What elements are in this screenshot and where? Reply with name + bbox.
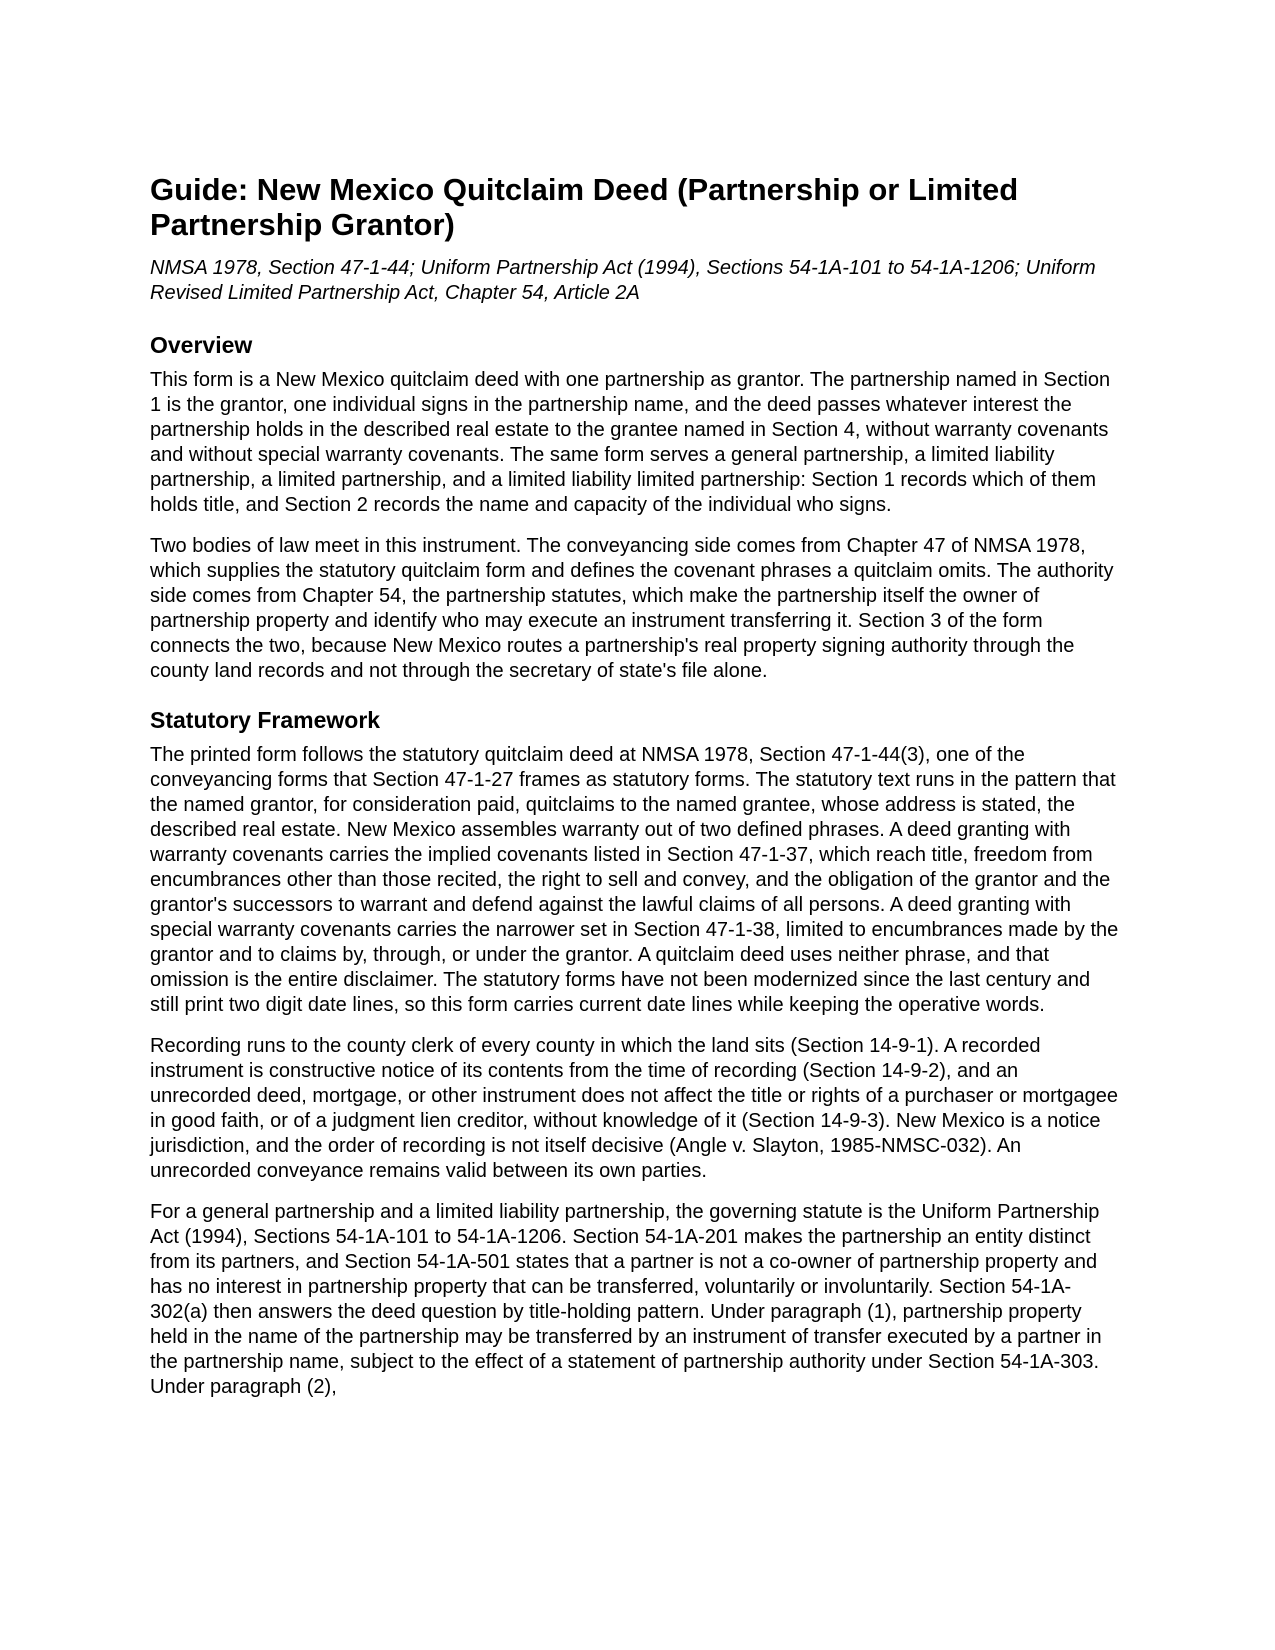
statutory-framework-paragraph: Recording runs to the county clerk of every county in which the land sits (Section 14-9-1). A recorded instrument is constructive notice of its contents from the time of recording (Section 14-9-2), and an unrecorded deed, mortgage, or other instrument does not affect the title or rights of a purchaser or mortgagee in good faith, or of a judgment lien creditor, without knowledge of it (Section 14-9-3). New Mexico is a notice jurisdiction, and the order of recording is not itself decisive (Angle v. Slayton, 1985-NMSC-032). An unrecorded conveyance remains valid between its own parties. [150, 1035, 1118, 1182]
document-body [150, 172, 1122, 1416]
statutory-framework-section [150, 707, 1122, 1400]
statutory-framework-paragraph: For a general partnership and a limited liability partnership, the governing statute is the Uniform Partnership Act (1994), Sections 54-1A-101 to 54-1A-1206. Section 54-1A-201 makes the partnership an entity distinct from its partners, and Section 54-1A-501 states that a partner is not a co-owner of partnership property and has no interest in partnership property that can be transferred, voluntarily or involuntarily. Section 54-1A-302(a) then answers the deed question by title-holding pattern. Under paragraph (1), partnership property held in the name of the partnership may be transferred by an instrument of transfer executed by a partner in the partnership name, subject to the effect of a statement of partnership authority under Section 54-1A-303. Under paragraph (2), [150, 1201, 1102, 1398]
overview-heading: Overview [150, 332, 253, 358]
overview-paragraph: Two bodies of law meet in this instrument. The conveyancing side comes from Chapter 47 of NMSA 1978, which supplies the statutory quitclaim form and defines the covenant phrases a quitclaim omits. The authority side comes from Chapter 54, the partnership statutes, which make the partnership itself the owner of partnership property and identify who may execute an instrument transferring it. Section 3 of the form connects the two, because New Mexico routes a partnership's real property signing authority through the county land records and not through the secretary of state's file alone. [150, 535, 1114, 682]
document-title: Guide: New Mexico Quitclaim Deed (Partnership or Limited Partnership Grantor) [150, 172, 1019, 242]
statutory-framework-paragraph: The printed form follows the statutory quitclaim deed at NMSA 1978, Section 47-1-44(3), one of the conveyancing forms that Section 47-1-27 frames as statutory forms. The statutory text runs in the pattern that the named grantor, for consideration paid, quitclaims to the named grantee, whose address is stated, the described real estate. New Mexico assembles warranty out of two defined phrases. A deed granting with warranty covenants carries the implied covenants listed in Section 47-1-37, which reach title, freedom from encumbrances other than those recited, the right to sell and convey, and the obligation of the grantor and the grantor's successors to warrant and defend against the lawful claims of all persons. A deed granting with special warranty covenants carries the narrower set in Section 47-1-38, limited to encumbrances made by the grantor and to claims by, through, or under the grantor. A quitclaim deed uses neither phrase, and that omission is the entire disclaimer. The statutory forms have not been modernized since the last century and still print two digit date lines, so this form carries current date lines while keeping the operative words. [150, 744, 1119, 1016]
statutory-framework-heading: Statutory Framework [150, 707, 381, 733]
overview-paragraph: This form is a New Mexico quitclaim deed with one partnership as grantor. The partnership named in Section 1 is the grantor, one individual signs in the partnership name, and the deed passes whatever interest the partnership holds in the described real estate to the grantee named in Section 4, without warranty covenants and without special warranty covenants. The same form serves a general partnership, a limited liability partnership, a limited partnership, and a limited liability limited partnership: Section 1 records which of them holds title, and Section 2 records the name and capacity of the individual who signs. [150, 369, 1111, 516]
statutory-citation: NMSA 1978, Section 47-1-44; Uniform Partnership Act (1994), Sections 54-1A-101 to 54-1A-1206; Uniform Revised Limited Partnership Act, Chapter 54, Article 2A [150, 257, 1096, 304]
overview-section [150, 332, 1122, 684]
